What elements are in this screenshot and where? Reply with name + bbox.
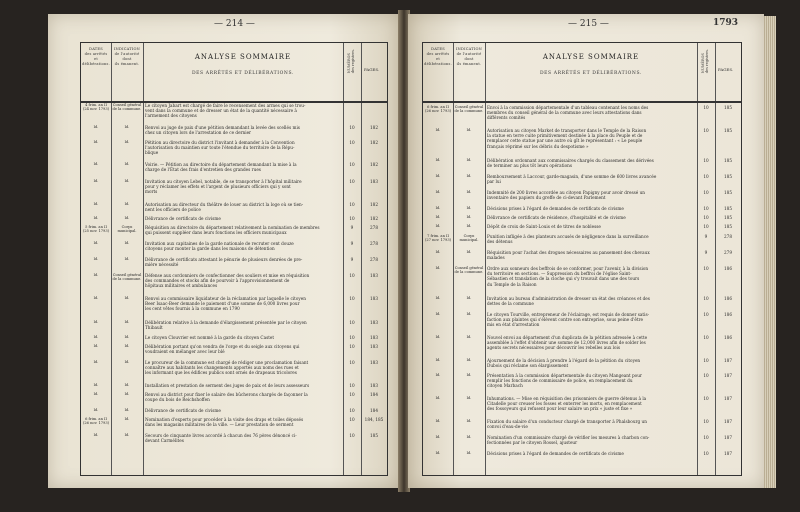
- cell-text: Délivrance de certificats attestant le pénurie de plusieurs denrées de pre- mière nécessité: [145, 257, 303, 268]
- cell-date: Id.: [435, 190, 441, 194]
- cell-num: 10: [703, 224, 709, 229]
- cell-text: Nouvel envoi au département d'un duplicata de la pétition adressée à cette assemblée à l'effet d'obtenir une somme de 12,000 livres afin de solder les agents secrets nécessaires pour découvrir les rebelles aux lois: [487, 335, 648, 351]
- cell-auth: Id.: [466, 335, 472, 339]
- cell-page: 182: [370, 162, 378, 167]
- cell-page: 278: [724, 234, 732, 239]
- cell-auth: Id.: [466, 215, 472, 219]
- cell-num: 10: [349, 179, 355, 184]
- cell-text: Secours de cinquante livres accordé à chacun des 76 pères dénoncé ci- devant Carmélites: [145, 433, 297, 444]
- cell-date: Id.: [93, 140, 99, 144]
- cell-page: 187: [724, 435, 732, 440]
- cell-text: Nomination d'experts pour procéder à la visite des draps et toiles déposés dans les magasins militaires de la ville. — Leur prestation de serment: [145, 417, 304, 428]
- cell-num: 10: [349, 383, 355, 388]
- cell-date: Id.: [93, 335, 99, 339]
- cell-text: Délivrance de certificats de civisme: [145, 216, 221, 221]
- cell-num: 10: [349, 392, 355, 397]
- cell-text: Présentation à la commission départementale du citoyen Mangeant pour remplir les fonctions de commissaire de police, en remplacement du citoyen Marbach: [487, 373, 642, 389]
- cell-auth: Id.: [124, 140, 130, 144]
- column-rule: [485, 43, 486, 475]
- cell-text: Installation et prestation de serment des juges de paix et de leurs assesseurs: [145, 383, 310, 388]
- cell-page: 187: [724, 396, 732, 401]
- cell-auth: Id.: [466, 435, 472, 439]
- cell-page: 185: [724, 128, 732, 133]
- cell-page: 185: [724, 105, 732, 110]
- cell-auth: Id.: [124, 408, 130, 412]
- cell-page: 187: [724, 358, 732, 363]
- cell-date: Id.: [93, 273, 99, 277]
- cell-auth: Conseil général de la commune.: [454, 105, 484, 114]
- cell-date: 7 frim. an II (27 nov. 1793): [424, 234, 452, 243]
- cell-date: Id.: [93, 408, 99, 412]
- cell-date: Id.: [93, 383, 99, 387]
- page-number: — 215 —: [568, 19, 609, 29]
- cell-auth: Id.: [466, 206, 472, 210]
- cell-page: 185: [724, 158, 732, 163]
- cell-date: Id.: [93, 344, 99, 348]
- cell-text: Délibération relative à la demande d'élargissement présentée par le citoyen Thibault: [145, 320, 307, 331]
- header-dates: DATES des arrêtés et délibérations.: [82, 47, 110, 66]
- cell-num: 10: [703, 128, 709, 133]
- cell-text: Voirie. — Pétition au directoire du département demandant la mise à la charge de l'État des frais d'entretien des grandes rues: [145, 162, 297, 173]
- cell-num: 10: [349, 433, 355, 438]
- cell-text: Le procureur de la commune est chargé de rédiger une proclamation faisant connaître aux habitants les changements apportés aux noms des rues et les informant que les édifices publics sont ornés de drapeaux tricolores: [145, 360, 309, 376]
- cell-page: 186: [724, 335, 732, 340]
- cell-auth: Id.: [124, 241, 130, 245]
- cell-text: Renvoi au district pour fixer le salaire des bûcherons chargés de façonner la coupe du bois de Reichshoffen: [145, 392, 308, 403]
- cell-page: 184, 185: [364, 417, 384, 422]
- cell-num: 10: [703, 105, 709, 110]
- header-indication: INDICATION de l'autorité dont ils émanent.: [456, 47, 482, 66]
- cell-auth: Id.: [124, 417, 130, 421]
- cell-auth: Id.: [466, 358, 472, 362]
- cell-page: 183: [370, 273, 378, 278]
- cell-date: Id.: [93, 179, 99, 183]
- cell-page: 183: [370, 383, 378, 388]
- cell-auth: Id.: [466, 158, 472, 162]
- cell-date: Id.: [435, 174, 441, 178]
- cell-text: Délivrance de certificats de résidence, d'hospitalité et de civisme: [487, 215, 626, 220]
- cell-page: 187: [724, 451, 732, 456]
- cell-date: Id.: [435, 419, 441, 423]
- cell-page: 186: [724, 266, 732, 271]
- cell-date: Id.: [93, 433, 99, 437]
- cell-date: Id.: [93, 360, 99, 364]
- cell-text: Autorisation au citoyen Market de transporter dans le Temple de la Raison la statue en terre cuite primitivement destinée à la place du Peuple et de remplacer cette statue par une autre où gît le représentant : « Le peuple français réprimé sur les débris du despotisme »: [487, 128, 647, 149]
- cell-page: 278: [370, 225, 378, 230]
- cell-page: 182: [370, 216, 378, 221]
- table-frame: [422, 42, 742, 476]
- cell-text: Punition infligée à des planteurs accusés de négligence dans la surveillance des détenus: [487, 234, 649, 245]
- cell-date: Id.: [435, 335, 441, 339]
- cell-date: Id.: [93, 216, 99, 220]
- cell-num: 10: [703, 158, 709, 163]
- cell-text: Pétition au directoire du district l'invitant à demander à la Convention l'autorisation du maintien sur toute l'étendue du territoire de la Répu- blique: [145, 140, 295, 156]
- cell-auth: Conseil général de la commune.: [454, 266, 484, 275]
- cell-date: Id.: [435, 296, 441, 300]
- cell-text: Invitation au bureau d'administration de dresser un état des créances et des dettes de la commune: [487, 296, 650, 307]
- cell-num: 10: [349, 296, 355, 301]
- cell-auth: Id.: [124, 320, 130, 324]
- cell-date: 6 frim. an II (26 nov. 1793): [82, 417, 110, 426]
- cell-date: Id.: [93, 125, 99, 129]
- header-dates: DATES des arrêtés et délibérations.: [424, 47, 452, 66]
- cell-num: 9: [350, 241, 354, 246]
- cell-auth: Id.: [466, 174, 472, 178]
- cell-page: 182: [370, 140, 378, 145]
- cell-auth: Id.: [466, 190, 472, 194]
- cell-auth: Id.: [466, 451, 472, 455]
- cell-num: 10: [349, 162, 355, 167]
- cell-page: 278: [370, 257, 378, 262]
- cell-auth: Id.: [466, 419, 472, 423]
- cell-auth: Id.: [466, 312, 472, 316]
- cell-page: 183: [370, 344, 378, 349]
- cell-auth: Id.: [124, 216, 130, 220]
- cell-text: Envoi à la commission départementale d'un tableau contenant les noms des membres du conseil général de la commune avec leurs attestations dans différents comités: [487, 105, 649, 121]
- cell-auth: Conseil général de la commune.: [112, 103, 142, 112]
- cell-auth: Id.: [124, 344, 130, 348]
- cell-page: 186: [724, 296, 732, 301]
- cell-num: 9: [350, 225, 354, 230]
- cell-auth: Id.: [124, 125, 130, 129]
- cell-date: Id.: [435, 266, 441, 270]
- cell-page: 182: [370, 202, 378, 207]
- cell-date: Id.: [93, 162, 99, 166]
- cell-num: 10: [703, 206, 709, 211]
- cell-text: Remboursement à Laccour, garde-magasin, d'une somme de 600 livres avancée par lui: [487, 174, 657, 185]
- cell-auth: Id.: [124, 383, 130, 387]
- cell-num: 10: [349, 417, 355, 422]
- cell-text: Défense aux cordonniers de confectionner des souliers et mise en réquisition des commandes et stocks afin de pourvoir à l'approvisionnement de hôpitaux militaires et ambulances: [145, 273, 310, 289]
- header-title: ANALYSE SOMMAIRE: [194, 53, 292, 61]
- header-indication: INDICATION de l'autorité dont ils émanent.: [114, 47, 140, 66]
- table-header: [81, 43, 387, 103]
- cell-auth: Corps municipal.: [117, 225, 137, 234]
- cell-text: Le citoyen Jabart est chargé de faire le recensement des armes qui se trou- vent dans la commune et de dresser un état de la quantité nécessaire à l'armement des citoyens: [145, 103, 306, 119]
- cell-page: 183: [370, 360, 378, 365]
- cell-date: Id.: [435, 373, 441, 377]
- cell-date: Id.: [435, 158, 441, 162]
- cell-num: 10: [349, 140, 355, 145]
- cell-auth: Id.: [466, 396, 472, 400]
- cell-date: Id.: [435, 451, 441, 455]
- cell-num: 10: [703, 435, 709, 440]
- cell-page: 183: [370, 296, 378, 301]
- cell-num: 10: [703, 296, 709, 301]
- cell-auth: Conseil général de la commune.: [112, 273, 142, 282]
- cell-num: 10: [703, 312, 709, 317]
- cell-auth: Id.: [466, 250, 472, 254]
- cell-date: Id.: [435, 312, 441, 316]
- page-number: — 214 —: [214, 19, 255, 29]
- cell-text: Renvoi au juge de paix d'une pétition demandant la levée des scellés mis chez un citoyen lors de l'arrestation de ce dernier: [145, 125, 300, 136]
- header-pages: PAGES.: [364, 67, 380, 72]
- cell-num: 10: [703, 451, 709, 456]
- cell-text: Délibération portant qu'on vendra de l'orge et du seigle aux citoyens qui voudraient en mélanger avec leur blé: [145, 344, 300, 355]
- cell-num: 10: [349, 273, 355, 278]
- cell-text: Indemnité de 200 livres accordée au citoyen Papigny pour avoir dressé un inventaire des papiers du greffe de ci-devant Parlement: [487, 190, 645, 201]
- cell-text: Délivrance de certificats de civisme: [145, 408, 221, 413]
- cell-date: Id.: [93, 320, 99, 324]
- cell-date: Id.: [435, 206, 441, 210]
- header-numeros: NUMÉROS des registres.: [701, 49, 709, 74]
- cell-page: 187: [724, 373, 732, 378]
- cell-page: 185: [370, 433, 378, 438]
- cell-num: 10: [703, 358, 709, 363]
- column-rule: [143, 43, 144, 475]
- cell-text: Ajournement de la décision à prendre à l'égard de la pétition du citoyen Dubois qui réclame son élargissement: [487, 358, 641, 369]
- cell-num: 10: [703, 190, 709, 195]
- header-pages: PAGES.: [718, 67, 734, 72]
- cell-page: 278: [370, 241, 378, 246]
- cell-text: Décisions prises à l'égard de demandes de certificats de civisme: [487, 451, 624, 456]
- cell-num: 9: [704, 250, 708, 255]
- cell-text: Invitation aux capitaines de la garde nationale de recruter cent douze citoyens pour monter la garde dans les maisons de détention: [145, 241, 294, 252]
- cell-num: 10: [349, 335, 355, 340]
- cell-page: 183: [370, 335, 378, 340]
- cell-text: Ordre aux sonneurs des beffrois de se conformer, pour l'avenir, à la division du territoire en sections. — Suppression du beffroi de l'église Saint- Sébastien et translation de la cloche qui s'y trouvait dans une des tours du Temple de la Raison: [487, 266, 649, 287]
- cell-num: 10: [349, 320, 355, 325]
- cell-date: Id.: [93, 257, 99, 261]
- cell-num: 10: [703, 373, 709, 378]
- table-frame: [80, 42, 388, 476]
- cell-auth: Id.: [466, 373, 472, 377]
- cell-num: 10: [349, 125, 355, 130]
- cell-date: Id.: [435, 396, 441, 400]
- cell-page: 185: [724, 190, 732, 195]
- cell-text: Fixation du salaire d'un conducteur chargé de transporter à Phalsbourg un convoi d'eau-de-vie: [487, 419, 647, 430]
- cell-page: 185: [724, 174, 732, 179]
- left-page: [48, 14, 400, 488]
- cell-date: Id.: [93, 241, 99, 245]
- cell-auth: Id.: [124, 202, 130, 206]
- cell-num: 10: [349, 202, 355, 207]
- cell-page: 187: [724, 419, 732, 424]
- header-subtitle: DES ARRÊTÉS ET DÉLIBÉRATIONS.: [539, 71, 643, 76]
- cell-page: 183: [370, 179, 378, 184]
- cell-page: 182: [370, 125, 378, 130]
- cell-date: 4 frim. an II (24 nov. 1793): [82, 103, 110, 112]
- cell-auth: Id.: [124, 296, 130, 300]
- cell-auth: Id.: [124, 162, 130, 166]
- cell-text: Réquisition au directoire du département relativement la nomination de membres qui puissent suppléer dans leurs fonctions les officiers municipaux: [145, 225, 320, 236]
- cell-date: 6 frim. an II (26 nov. 1793): [424, 105, 452, 114]
- cell-text: Nomination d'un commissaire chargé de vérifier les mesures à charbon con- fectionnées par le citoyen Rossel, ajusteur: [487, 435, 650, 446]
- cell-auth: Id.: [466, 224, 472, 228]
- cell-text: Dépôt de croix de Saint-Louis et de titres de noblesse: [487, 224, 601, 229]
- cell-auth: Id.: [124, 433, 130, 437]
- cell-date: Id.: [435, 250, 441, 254]
- table-header: [423, 43, 741, 103]
- cell-num: 10: [703, 215, 709, 220]
- cell-date: Id.: [93, 202, 99, 206]
- cell-date: Id.: [435, 224, 441, 228]
- cell-auth: Id.: [466, 296, 472, 300]
- right-page: [408, 14, 764, 488]
- cell-page: 186: [724, 312, 732, 317]
- cell-page: 185: [724, 224, 732, 229]
- cell-text: Autorisation au directeur du théâtre de louer au district la loge où se tien- nent les officiers de police: [145, 202, 304, 213]
- page-edges: [764, 16, 776, 488]
- cell-num: 10: [703, 396, 709, 401]
- cell-num: 10: [703, 266, 709, 271]
- cell-date: Id.: [93, 392, 99, 396]
- cell-num: 10: [703, 174, 709, 179]
- year-label: 1793: [712, 18, 738, 28]
- cell-page: 279: [724, 250, 732, 255]
- cell-text: Décisions prises à l'égard de demandes de certificats de civisme: [487, 206, 624, 211]
- cell-auth: Id.: [124, 335, 130, 339]
- cell-num: 10: [703, 335, 709, 340]
- cell-date: Id.: [435, 358, 441, 362]
- cell-auth: Corps municipal.: [459, 234, 479, 243]
- cell-num: 9: [704, 234, 708, 239]
- cell-auth: Id.: [124, 257, 130, 261]
- cell-num: 10: [349, 216, 355, 221]
- cell-date: Id.: [435, 215, 441, 219]
- cell-date: Id.: [435, 128, 441, 132]
- cell-text: Délibération ordonnant aux commissaires chargés du classement des dérivées de terminer au plus tôt leurs opérations: [487, 158, 654, 169]
- cell-num: 10: [349, 408, 355, 413]
- cell-auth: Id.: [466, 128, 472, 132]
- cell-text: Inhumations. — Mise en réquisition des prisonniers de guerre détenus à la Citadelle pour creuser les fosses et enterrer les morts, en remplacement des fossoyeurs qui refusent pour leur salaire un prix « juste et fixe »: [487, 396, 647, 412]
- cell-text: Renvoi au commissaire liquidateur de la réclamation par laquelle le citoyen Beer Isaac-Beer demande le paiement d'une somme de 6,000 livres pour les cent vêtes fournis à la commune en 1790: [145, 296, 306, 312]
- cell-text: Invitation au citoyen Lebel, notable, de se transporter à l'hôpital militaire pour y réclamer les effets et l'argent de plusieurs officiers qui y sont morts: [145, 179, 302, 195]
- cell-num: 10: [349, 344, 355, 349]
- cell-auth: Id.: [124, 360, 130, 364]
- cell-page: 184: [370, 392, 378, 397]
- header-numeros: NUMÉROS des registres.: [347, 49, 355, 74]
- cell-page: 185: [724, 215, 732, 220]
- cell-page: 183: [370, 320, 378, 325]
- cell-page: 184: [370, 408, 378, 413]
- cell-auth: Id.: [124, 392, 130, 396]
- cell-date: Id.: [93, 296, 99, 300]
- cell-num: 9: [350, 257, 354, 262]
- cell-num: 10: [703, 419, 709, 424]
- cell-auth: Id.: [124, 179, 130, 183]
- cell-num: 10: [349, 360, 355, 365]
- cell-text: Le citoyen Clouvrier est nommé à la garde du citoyen Castet: [145, 335, 275, 340]
- header-title: ANALYSE SOMMAIRE: [542, 53, 640, 61]
- header-subtitle: DES ARRÊTÉS ET DÉLIBÉRATIONS.: [191, 71, 295, 76]
- cell-date: 5 frim. an II (25 nov. 1793): [82, 225, 110, 234]
- cell-text: Réquisition pour l'achat des drogues nécessaires au pansement des chevaux malades: [487, 250, 650, 261]
- cell-text: Le citoyen Tourville, entrepreneur de l'éclairage, est requis de donner satis- faction aux plaintes qui s'élèvent contre son entreprise, sous peine d'être mis en état d'arrestation: [487, 312, 650, 328]
- cell-page: 185: [724, 206, 732, 211]
- cell-date: Id.: [435, 435, 441, 439]
